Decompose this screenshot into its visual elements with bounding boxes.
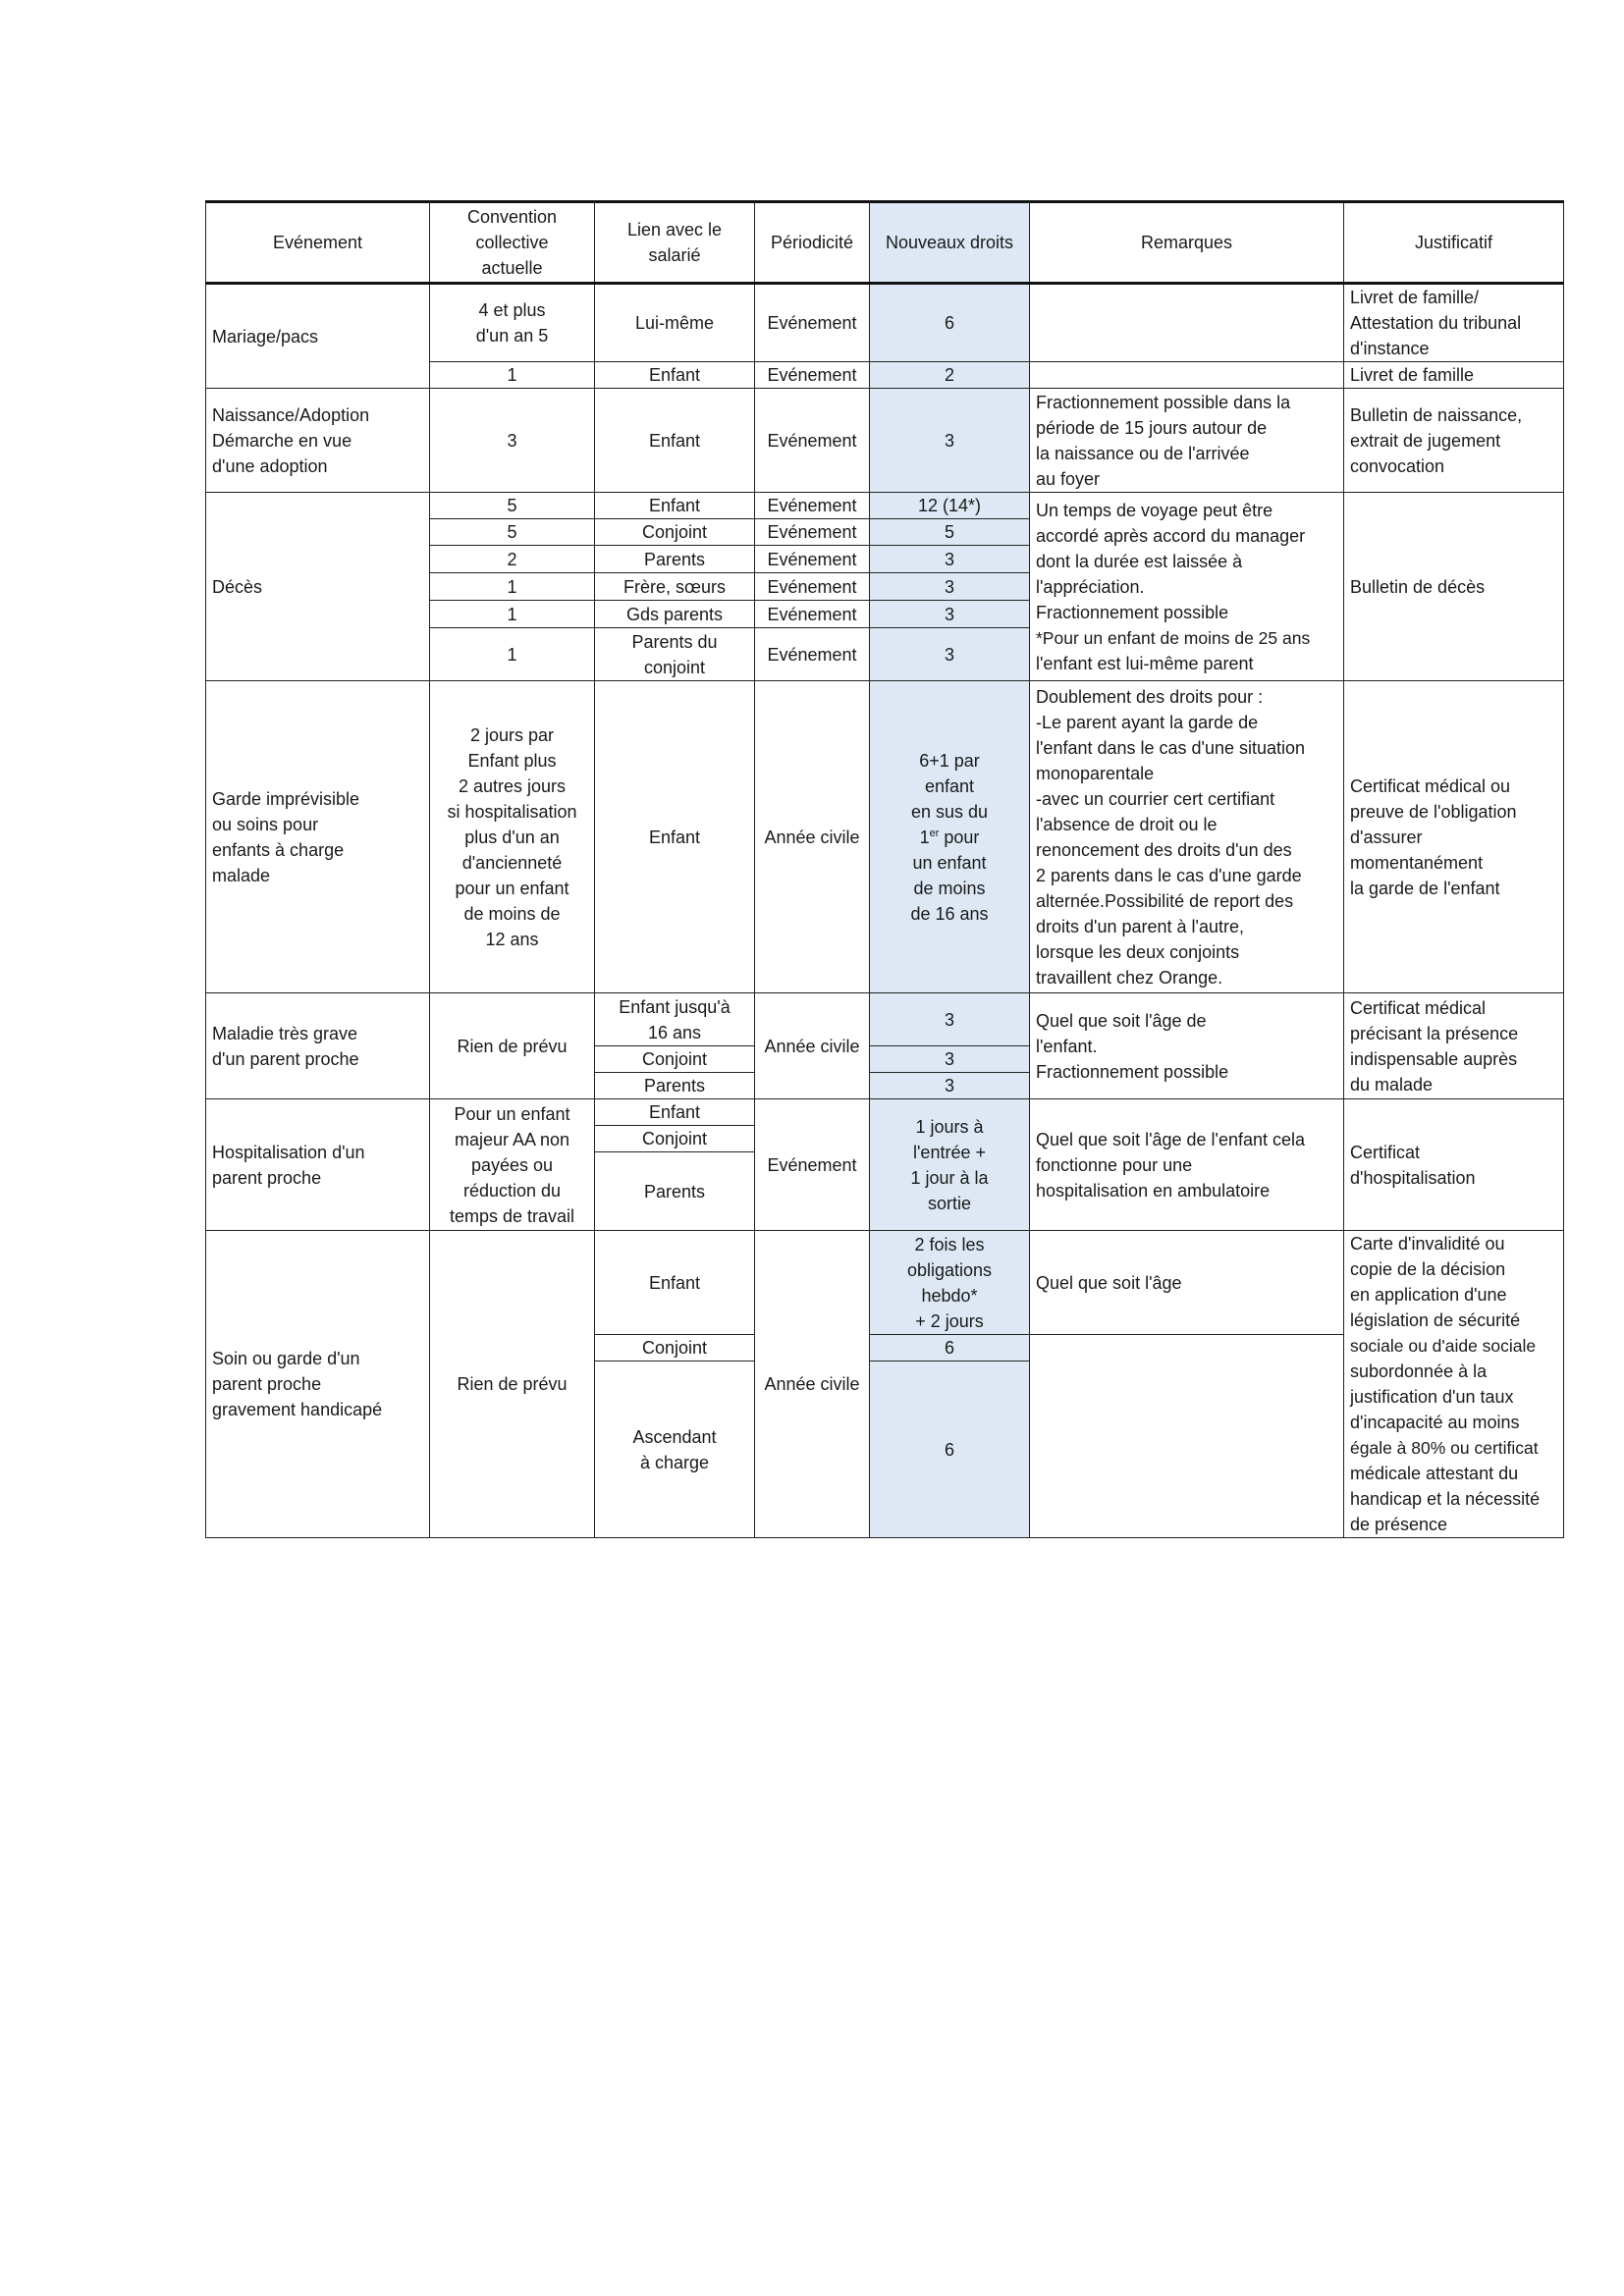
text-line: -avec un courrier cert certifiant (1036, 788, 1275, 809)
cell-periodicite: Evénement (755, 628, 870, 681)
header-nouveaux-droits: Nouveaux droits (870, 202, 1030, 284)
cell-periodicite: Année civile (755, 993, 870, 1099)
text-line: Pour un enfant (454, 1103, 570, 1124)
text-line: égale à 80% ou certificat (1350, 1438, 1539, 1458)
text-line: *Pour un enfant de moins de 25 ans (1036, 627, 1311, 648)
cell-lien (595, 993, 755, 1046)
text-line: 16 ans (647, 1022, 702, 1042)
text-line: de présence (1350, 1515, 1448, 1534)
text-line: en application d'une (1350, 1285, 1507, 1305)
header-periodicite: Périodicité (755, 202, 870, 284)
text-line: l'absence de droit ou le (1036, 814, 1218, 834)
text-line: alternée.Possibilité de report des (1036, 890, 1294, 911)
header-convention-line: Convention (466, 207, 558, 227)
cell-lien: Enfant (595, 493, 755, 519)
header-evenement: Evénement (206, 202, 430, 284)
text-line: Fractionnement possible dans la (1036, 392, 1291, 412)
text-line: renoncement des droits d'un des (1036, 839, 1292, 860)
text-line: Garde imprévisible (212, 788, 360, 809)
text-line: d'incapacité au moins (1350, 1413, 1520, 1432)
cell-periodicite: Année civile (755, 1231, 870, 1538)
text-line: 2 parents dans le cas d'une garde (1036, 865, 1302, 885)
cell-lien: Frère, sœurs (595, 573, 755, 601)
text-line: -Le parent ayant la garde de (1036, 712, 1259, 732)
text-line: enfants à charge (212, 839, 345, 860)
text-line: parent proche (212, 1374, 322, 1394)
text-line: l'enfant. (1036, 1036, 1098, 1056)
cell-lien: Parents (595, 546, 755, 573)
text-line: gravement handicapé (212, 1400, 383, 1419)
table-row (206, 389, 1564, 493)
header-lien-line: Lien avec le (626, 220, 723, 240)
text-line: enfant (924, 775, 975, 796)
cell-remarques (1030, 284, 1344, 362)
cell-droits: 3 (870, 993, 1030, 1046)
cell-justificatif (1344, 1099, 1564, 1231)
cell-justificatif (1344, 993, 1564, 1099)
text-line: un enfant (912, 852, 987, 873)
cell-droits (870, 1231, 1030, 1335)
cell-remarques (1030, 1099, 1344, 1231)
cell-lien: Gds parents (595, 601, 755, 628)
cell-justificatif (1344, 681, 1564, 993)
ordinal-rest: pour (939, 827, 980, 847)
cell-periodicite: Evénement (755, 601, 870, 628)
text-line: la naissance ou de l'arrivée (1036, 443, 1250, 463)
text-line: 4 et plus (478, 300, 546, 320)
cell-justificatif: Livret de famille (1344, 362, 1564, 389)
text-line: lorsque les deux conjoints (1036, 941, 1240, 962)
cell-convention: 5 (430, 493, 595, 519)
text-line: handicap et la nécessité (1350, 1489, 1541, 1509)
text-line: dont la durée est laissée à (1036, 551, 1243, 571)
text-line: de moins de (463, 903, 561, 924)
text-line: l'enfant dans le cas d'une situation (1036, 737, 1306, 758)
cell-remarques (1030, 1335, 1344, 1538)
header-lien (595, 202, 755, 284)
text-line: de moins (913, 878, 986, 898)
text-line: accordé après accord du manager (1036, 525, 1306, 546)
cell-droits: 12 (14*) (870, 493, 1030, 519)
text-line: pour un enfant (455, 878, 569, 898)
text-line: Enfant jusqu'à (619, 996, 731, 1017)
text-line: Naissance/Adoption (212, 404, 370, 425)
cell-droits: 6 (870, 284, 1030, 362)
cell-justificatif (1344, 389, 1564, 493)
text-line: hospitalisation en ambulatoire (1036, 1180, 1271, 1201)
text-line: indispensable auprès (1350, 1048, 1518, 1069)
cell-lien: Conjoint (595, 1126, 755, 1152)
text-line: médicale attestant du (1350, 1464, 1519, 1483)
text-line: parent proche (212, 1167, 322, 1188)
header-lien-line: salarié (648, 245, 701, 265)
cell-convention (430, 284, 595, 362)
text-line: d'assurer (1350, 827, 1423, 847)
text-line: 6+1 par (919, 750, 980, 771)
event-hospitalisation (206, 1099, 430, 1231)
table-row (206, 493, 1564, 519)
cell-lien: Parents (595, 1073, 755, 1099)
text-line: 2 autres jours (458, 775, 567, 796)
text-line: Attestation du tribunal (1350, 313, 1522, 333)
text-line: conjoint (643, 657, 706, 677)
cell-remarques (1030, 389, 1344, 493)
text-line: Un temps de voyage peut être (1036, 500, 1273, 520)
text-line: précisant la présence (1350, 1023, 1519, 1043)
text-line: + 2 jours (915, 1310, 984, 1331)
text-line: Hospitalisation d'un (212, 1142, 365, 1162)
text-line: temps de travail (449, 1205, 575, 1226)
table-row (206, 681, 1564, 993)
header-convention-line: collective (475, 233, 549, 252)
text-line: monoparentale (1036, 763, 1155, 783)
cell-droits: 3 (870, 573, 1030, 601)
text-line: d'un an 5 (475, 326, 549, 346)
cell-periodicite: Evénement (755, 519, 870, 546)
text-line: extrait de jugement (1350, 430, 1501, 451)
text-line: d'une adoption (212, 455, 328, 476)
cell-justificatif (1344, 1231, 1564, 1538)
text-line: 1 jour à la (910, 1167, 989, 1188)
header-convention (430, 202, 595, 284)
header-convention-line: actuelle (481, 258, 543, 278)
cell-droits: 6 (870, 1335, 1030, 1362)
cell-droits: 6 (870, 1362, 1030, 1538)
cell-convention (430, 681, 595, 993)
cell-convention: 5 (430, 519, 595, 546)
text-line: sortie (927, 1193, 971, 1213)
header-row (206, 202, 1564, 284)
cell-lien: Enfant (595, 362, 755, 389)
text-line: Enfant plus (467, 750, 557, 771)
ordinal-number: 1 (919, 827, 930, 847)
text-line: législation de sécurité (1350, 1310, 1521, 1330)
event-garde (206, 681, 430, 993)
cell-lien (595, 1362, 755, 1538)
text-line: Maladie très grave (212, 1023, 358, 1043)
text-line: majeur AA non (454, 1129, 570, 1149)
event-maladie (206, 993, 430, 1099)
text-line: Certificat médical (1350, 997, 1487, 1018)
event-soin (206, 1231, 430, 1538)
text-line: hebdo* (921, 1285, 978, 1306)
text-line: travaillent chez Orange. (1036, 967, 1223, 988)
cell-droits: 3 (870, 1073, 1030, 1099)
text-line: ou soins pour (212, 814, 319, 834)
cell-periodicite: Evénement (755, 362, 870, 389)
cell-lien (595, 628, 755, 681)
table-row (206, 1231, 1564, 1335)
cell-lien: Enfant (595, 1099, 755, 1126)
cell-droits: 5 (870, 519, 1030, 546)
cell-lien: Lui-même (595, 284, 755, 362)
text-line: en sus du (910, 801, 989, 822)
cell-periodicite: Evénement (755, 493, 870, 519)
ordinal-suffix: er (929, 827, 940, 839)
cell-convention: Rien de prévu (430, 993, 595, 1099)
text-line: Soin ou garde d'un (212, 1349, 360, 1368)
cell-convention: 1 (430, 362, 595, 389)
cell-droits: 3 (870, 628, 1030, 681)
text-line: 2 jours par (469, 724, 555, 745)
text-line: 12 ans (485, 929, 539, 949)
text-line: Parents du (631, 631, 718, 652)
text-line: si hospitalisation (447, 801, 577, 822)
text-line: Ascendant (632, 1426, 717, 1447)
cell-lien: Enfant (595, 681, 755, 993)
cell-lien: Conjoint (595, 519, 755, 546)
text-line: d'ancienneté (461, 852, 563, 873)
text-line: de 16 ans (910, 903, 989, 924)
text-line: d'instance (1350, 339, 1430, 358)
cell-convention: 1 (430, 601, 595, 628)
cell-droits: 3 (870, 389, 1030, 493)
text-line: droits d'un parent à l'autre, (1036, 916, 1245, 936)
text-line: Fractionnement possible (1036, 602, 1229, 622)
cell-justificatif: Bulletin de décès (1344, 493, 1564, 681)
table-row (206, 284, 1564, 362)
cell-remarques (1030, 993, 1344, 1099)
cell-periodicite: Evénement (755, 1099, 870, 1231)
text-line: plus d'un an (464, 827, 560, 847)
text-line: Quel que soit l'âge de (1036, 1010, 1207, 1031)
cell-lien: Enfant (595, 1231, 755, 1335)
cell-convention: 1 (430, 628, 595, 681)
text-line: d'un parent proche (212, 1048, 359, 1069)
text-line: la garde de l'enfant (1350, 878, 1500, 898)
cell-droits: 2 (870, 362, 1030, 389)
text-line: copie de la décision (1350, 1259, 1506, 1279)
cell-remarques (1030, 493, 1344, 681)
text-line: Quel que soit l'âge de l'enfant cela (1036, 1129, 1306, 1149)
text-line: momentanément (1350, 852, 1484, 873)
text-line: subordonnée à la (1350, 1362, 1488, 1381)
event-deces: Décès (206, 493, 430, 681)
cell-convention: 3 (430, 389, 595, 493)
cell-lien: Conjoint (595, 1046, 755, 1073)
cell-remarques: Quel que soit l'âge (1030, 1231, 1344, 1335)
event-naissance (206, 389, 430, 493)
table-row (206, 1099, 1564, 1126)
text-line: l'entrée + (913, 1142, 986, 1162)
cell-droits: 3 (870, 546, 1030, 573)
cell-droits (870, 681, 1030, 993)
event-mariage: Mariage/pacs (206, 284, 430, 389)
text-line: l'enfant est lui-même parent (1036, 653, 1254, 673)
cell-droits: 3 (870, 601, 1030, 628)
cell-periodicite: Evénement (755, 284, 870, 362)
text-line: Livret de famille/ (1350, 288, 1480, 307)
cell-periodicite: Année civile (755, 681, 870, 993)
text-line: au foyer (1036, 468, 1101, 489)
cell-lien: Enfant (595, 389, 755, 493)
text-line: Certificat médical ou (1350, 775, 1511, 796)
header-justificatif: Justificatif (1344, 202, 1564, 284)
text-line: période de 15 jours autour de (1036, 417, 1268, 438)
cell-convention: 1 (430, 573, 595, 601)
text-line: Fractionnement possible (1036, 1061, 1229, 1082)
cell-convention: Rien de prévu (430, 1231, 595, 1538)
text-line: 1 jours à (915, 1116, 984, 1137)
cell-lien: Parents (595, 1152, 755, 1231)
cell-periodicite: Evénement (755, 389, 870, 493)
text-line: obligations (906, 1259, 993, 1280)
text-line: Certificat (1350, 1142, 1421, 1162)
text-line: d'hospitalisation (1350, 1167, 1476, 1188)
text-line: sociale ou d'aide sociale (1350, 1336, 1537, 1356)
text-line: réduction du (462, 1180, 562, 1201)
cell-convention (430, 1099, 595, 1231)
cell-remarques (1030, 362, 1344, 389)
text-line: Carte d'invalidité ou (1350, 1234, 1505, 1254)
cell-remarques (1030, 681, 1344, 993)
text-line: à charge (639, 1452, 710, 1472)
table-row (206, 993, 1564, 1046)
text-line: justification d'un taux (1350, 1387, 1514, 1407)
text-line: malade (212, 865, 271, 885)
cell-lien: Conjoint (595, 1335, 755, 1362)
cell-justificatif (1344, 284, 1564, 362)
text-line (876, 825, 1023, 850)
cell-droits: 3 (870, 1046, 1030, 1073)
cell-periodicite: Evénement (755, 573, 870, 601)
rights-table (205, 200, 1564, 1538)
cell-droits (870, 1099, 1030, 1231)
header-remarques: Remarques (1030, 202, 1344, 284)
text-line: Doublement des droits pour : (1036, 686, 1264, 707)
text-line: Bulletin de naissance, (1350, 404, 1523, 425)
text-line: Démarche en vue (212, 430, 352, 451)
text-line: du malade (1350, 1074, 1434, 1095)
text-line: l'appréciation. (1036, 576, 1145, 597)
text-line: fonctionne pour une (1036, 1154, 1193, 1175)
text-line: payées ou (470, 1154, 554, 1175)
text-line: convocation (1350, 455, 1445, 476)
cell-convention: 2 (430, 546, 595, 573)
text-line: 2 fois les (914, 1234, 985, 1255)
text-line: preuve de l'obligation (1350, 801, 1517, 822)
cell-periodicite: Evénement (755, 546, 870, 573)
